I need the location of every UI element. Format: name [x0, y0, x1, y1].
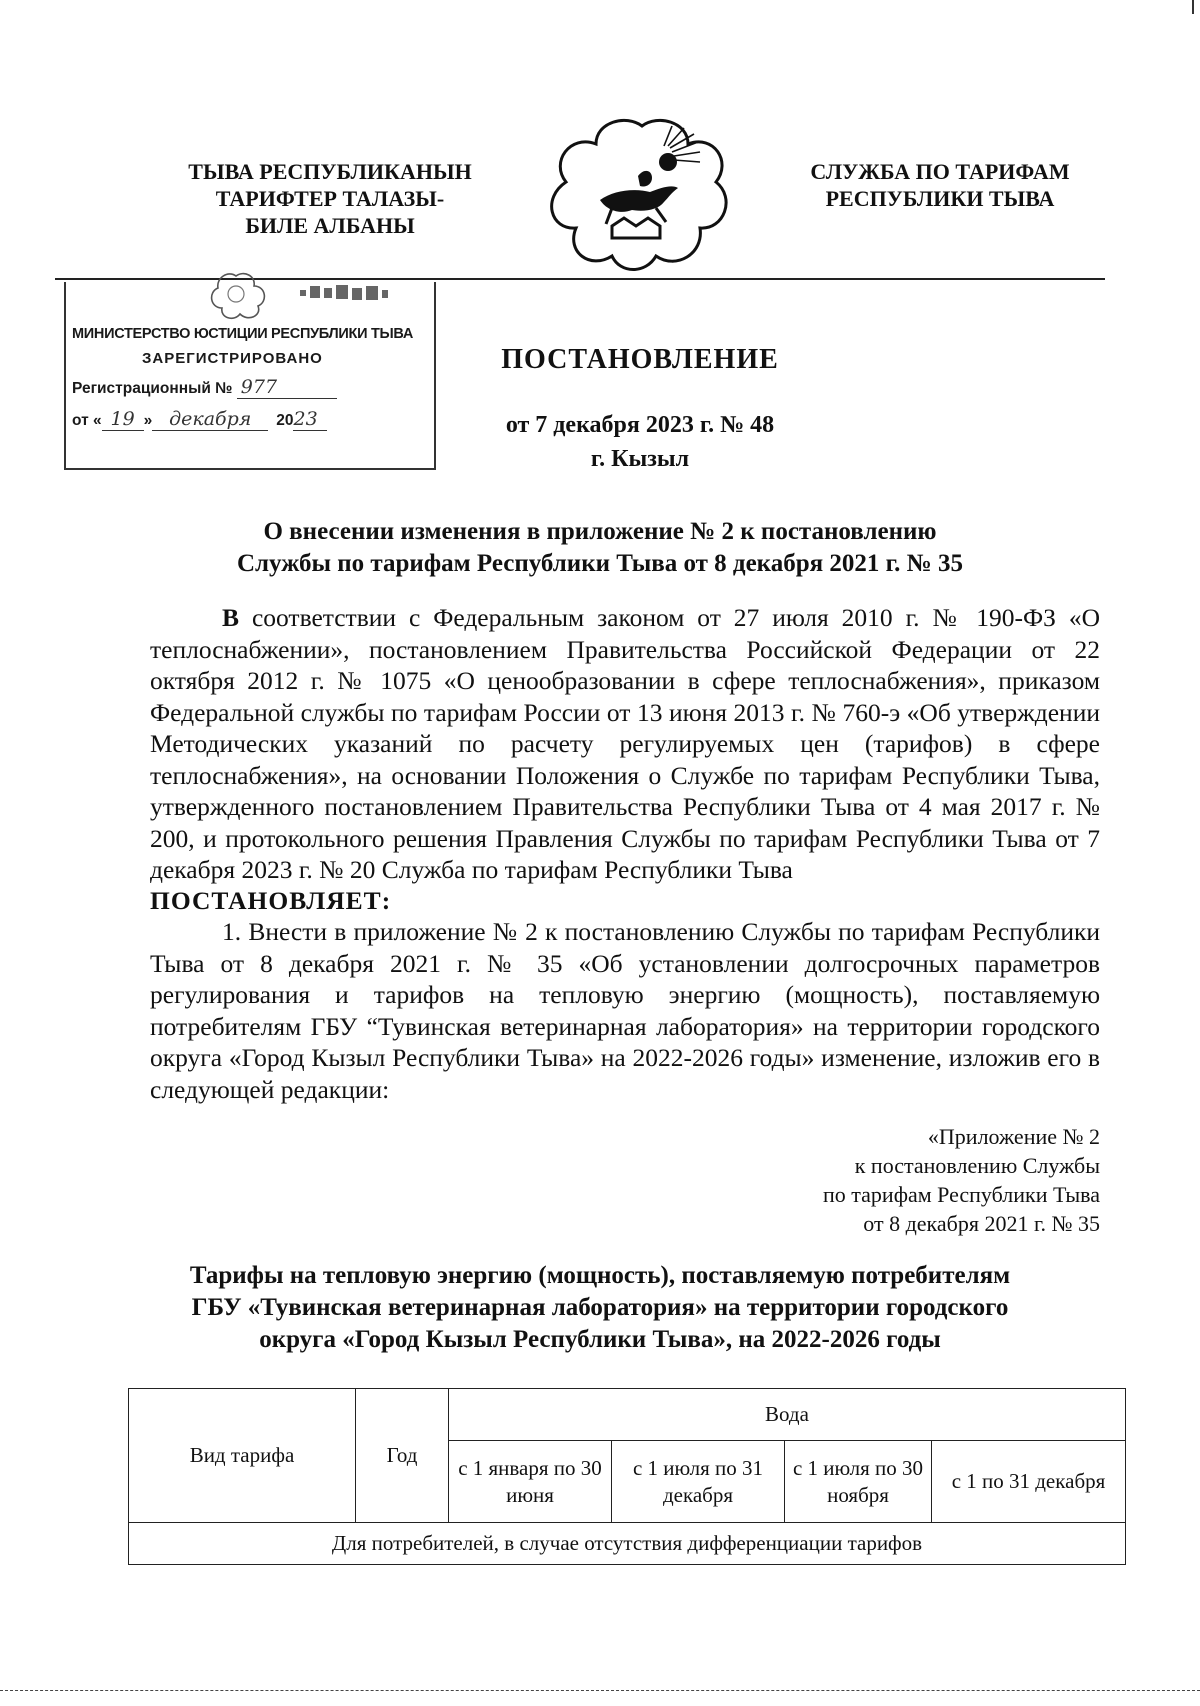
tariff-title [120, 1260, 1080, 1356]
decree-word: ПОСТАНОВЛЯЕТ: [150, 886, 392, 915]
document-city: г. Кызыл [590, 446, 690, 472]
header-period: с 1 по 31 декабря [932, 1441, 1126, 1523]
header-water: Вода [449, 1389, 1126, 1441]
preamble-lead-letter: В [222, 603, 240, 632]
table-row [129, 1523, 1126, 1565]
org-name-russian-line: РЕСПУБЛИКИ ТЫВА [825, 186, 1055, 211]
table-section-label: Для потребителей, в случае отсутствия дифференциации тарифов [129, 1523, 1126, 1565]
stamp-ministry: МИНИСТЕРСТВО ЮСТИЦИИ РЕСПУБЛИКИ ТЫВА [72, 326, 414, 342]
document-title-line: О внесении изменения в приложение № 2 к постановлению [263, 518, 937, 545]
stamp-date-from: от « [72, 412, 102, 429]
clause-1-paragraph: 1. Внести в приложение № 2 к постановлению Службы по тарифам Республики Тыва от 8 декабря 2021 г. № 35 «Об установлении долгосрочных параметров регулирования и тарифов на тепловую энергию (мощность), поставляемую потребителям ГБУ “Тувинская ветеринарная лаборатория» на территории городского округа «Город Кызыл Республики Тыва» на 2022-2026 годы» изменение, изложив его в следующей редакции: [150, 917, 1100, 1104]
document-type: ПОСТАНОВЛЕНИЕ [501, 344, 779, 375]
stamp-date-year-prefix: 20 [276, 412, 294, 429]
org-name-russian [780, 158, 1100, 212]
org-name-tuvan-line: ТЫВА РЕСПУБЛИКАНЫН [188, 159, 472, 184]
preamble-text: соответствии с Федеральным законом от 27 июля 2010 г. № 190-ФЗ «О теплоснабжении», постановлением Правительства Российской Федерации от 22 октября 2012 г. № 1075 «О ценообразовании в сфере теплоснабжения», приказом Федеральной службы по тарифам России от 13 июня 2013 г. № 760-э «Об утверждении Методических указаний по расчету регулируемых цен (тарифов) в сфере теплоснабжения», на основании Положения о Службе по тарифам Республики Тыва, утвержденного постановлением Правительства Республики Тыва от 4 мая 2017 г. № 200, и протокольного решения Правления Службы по тарифам Республики Тыва от 7 декабря 2023 г. № 20 Служба по тарифам Республики Тыва [150, 603, 1100, 884]
document-date-number: от 7 декабря 2023 г. № 48 [505, 412, 775, 438]
tariff-table [128, 1388, 1126, 1565]
stamp-reg-label [72, 376, 337, 399]
tariff-title-line: ГБУ «Тувинская ветеринарная лаборатория» на территории городского [191, 1294, 1009, 1321]
appendix-line: от 8 декабря 2021 г. № 35 [863, 1211, 1100, 1236]
org-name-tuvan [160, 158, 500, 239]
org-name-tuvan-line: ТАРИФТЕР ТАЛАЗЫ- [215, 186, 445, 211]
stamp-date-month: декабря [152, 408, 268, 431]
stamp-date-sep: » [143, 412, 153, 429]
stamp-date-day: 19 [102, 408, 144, 431]
org-name-tuvan-line: БИЛЕ АЛБАНЫ [245, 213, 415, 238]
stamp-date [72, 408, 327, 431]
bottom-scan-edge [0, 1690, 1200, 1691]
appendix-line: «Приложение № 2 [927, 1124, 1100, 1149]
stamp-registered: ЗАРЕГИСТРИРОВАНО [142, 350, 323, 367]
appendix-line: по тарифам Республики Тыва [823, 1182, 1100, 1207]
appendix-line: к постановлению Службы [854, 1153, 1100, 1178]
scan-corner-mark [1192, 0, 1194, 14]
stamp-reg-number: 977 [237, 376, 337, 399]
header-tariff-type: Вид тарифа [129, 1389, 356, 1523]
stamp-reg-label-text: Регистрационный № [72, 380, 233, 397]
appendix-reference [700, 1122, 1100, 1238]
header-period: с 1 июля по 30 ноября [785, 1441, 932, 1523]
stamp-emblem-icon [204, 272, 268, 320]
header-period: с 1 июля по 31 декабря [612, 1441, 785, 1523]
stamp-date-year-suffix: 23 [293, 408, 327, 431]
document-title [120, 516, 1080, 580]
stamp-smudge-icon [296, 282, 392, 306]
tariff-title-line: округа «Город Кызыл Республики Тыва», на 2022-2026 годы [259, 1326, 941, 1353]
table-header-row [129, 1389, 1126, 1441]
tuva-emblem-icon [548, 118, 736, 276]
header-year: Год [356, 1389, 449, 1523]
tariff-title-line: Тарифы на тепловую энергию (мощность), поставляемую потребителям [189, 1262, 1011, 1289]
registration-stamp [64, 282, 436, 470]
preamble-paragraph [150, 602, 1100, 886]
document-title-line: Службы по тарифам Республики Тыва от 8 декабря 2021 г. № 35 [236, 550, 964, 577]
header-period: с 1 января по 30 июня [449, 1441, 612, 1523]
org-name-russian-line: СЛУЖБА ПО ТАРИФАМ [810, 159, 1070, 184]
